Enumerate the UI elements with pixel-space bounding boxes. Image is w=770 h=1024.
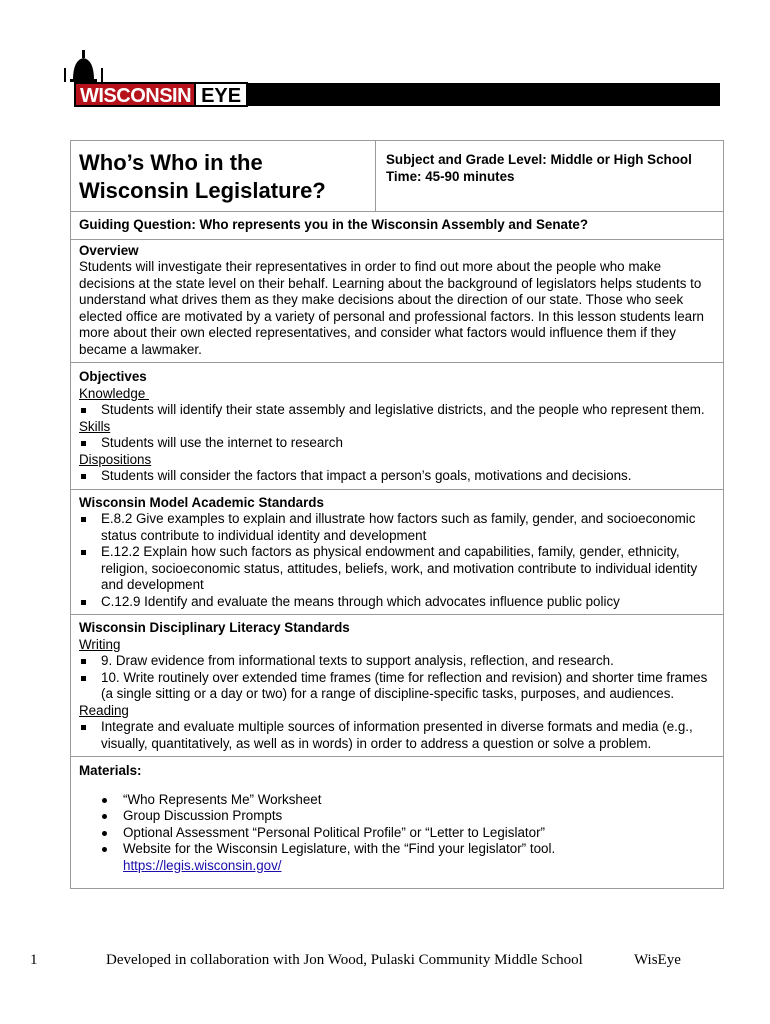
lesson-title: Who’s Who in the Wisconsin Legislature? bbox=[79, 150, 326, 203]
logo-eye-text: EYE bbox=[194, 82, 248, 107]
list-item-text: Website for the Wisconsin Legislature, with the “Find your legislator” tool. bbox=[123, 841, 556, 856]
list-item: Group Discussion Prompts bbox=[79, 808, 715, 825]
wisconsin-eye-logo bbox=[74, 82, 248, 107]
skills-list bbox=[79, 435, 715, 452]
list-item: Students will identify their state assembly and legislative districts, and the people who represent them. bbox=[79, 402, 715, 419]
skills-label: Skills bbox=[79, 418, 111, 434]
list-item: Students will use the internet to research bbox=[79, 435, 715, 452]
overview-section bbox=[71, 239, 723, 363]
standards-section bbox=[71, 489, 723, 615]
lesson-time: Time: 45-90 minutes bbox=[386, 169, 515, 184]
objectives-section bbox=[71, 362, 723, 489]
list-item: 10. Write routinely over extended time frames (time for reflection and revision) and shorter time frames (a single sitting or a day or two) for a range of discipline-specific tasks, purposes, and audiences. bbox=[79, 670, 715, 703]
list-item: Students will consider the factors that impact a person’s goals, motivations and decisions. bbox=[79, 468, 715, 485]
page-number: 1 bbox=[30, 952, 38, 968]
overview-heading: Overview bbox=[79, 242, 139, 258]
literacy-heading: Wisconsin Disciplinary Literacy Standards bbox=[79, 620, 350, 635]
list-item bbox=[79, 841, 715, 874]
dispositions-list bbox=[79, 468, 715, 485]
writing-label: Writing bbox=[79, 636, 121, 652]
legislature-website-link[interactable]: https://legis.wisconsin.gov/ bbox=[123, 857, 282, 873]
literacy-section bbox=[71, 614, 723, 756]
standards-list bbox=[79, 511, 715, 610]
header-logo-band bbox=[60, 50, 720, 108]
list-item: E.8.2 Give examples to explain and illustrate how factors such as family, gender, and socioeconomic status contribute to individual identity and development bbox=[79, 511, 715, 544]
list-item: 9. Draw evidence from informational texts to support analysis, reflection, and research. bbox=[79, 653, 715, 670]
list-item: E.12.2 Explain how such factors as physical endowment and capabilities, family, gender, ethnicity, religion, socioeconomic status, attitudes, beliefs, work, and motivation contribute to individual identity and development bbox=[79, 544, 715, 594]
title-cell bbox=[71, 141, 376, 211]
logo-wisconsin-text: WISCONSIN bbox=[74, 82, 194, 107]
reading-list bbox=[79, 719, 715, 752]
materials-section bbox=[71, 756, 723, 888]
list-item: “Who Represents Me” Worksheet bbox=[79, 792, 715, 809]
meta-cell bbox=[376, 141, 700, 211]
materials-heading: Materials: bbox=[79, 763, 142, 778]
subject-grade-level: Subject and Grade Level: Middle or High School bbox=[386, 152, 692, 167]
knowledge-label: Knowledge bbox=[79, 385, 149, 401]
guiding-question: Guiding Question: Who represents you in the Wisconsin Assembly and Senate? bbox=[71, 211, 723, 239]
materials-list bbox=[79, 792, 715, 875]
lesson-plan-table bbox=[70, 140, 724, 889]
list-item: Integrate and evaluate multiple sources of information presented in diverse formats and media (e.g., visually, quantitatively, as well as in words) in order to address a question or solve a problem. bbox=[79, 719, 715, 752]
reading-label: Reading bbox=[79, 702, 129, 718]
footer-brand: WisEye bbox=[634, 952, 681, 968]
list-item: C.12.9 Identify and evaluate the means through which advocates influence public policy bbox=[79, 594, 715, 611]
knowledge-list bbox=[79, 402, 715, 419]
header-bar bbox=[220, 83, 720, 106]
overview-text: Students will investigate their representatives in order to find out more about the people who make decisions at the state level on their behalf. Learning about the background of legislators helps students to understand what drives them as they make decisions about the direction of our state. Those who seek elected office are motivated by a variety of personal and professional factors. In this lesson students learn more about their own elected representatives, and consider what factors would influence them if they became a lawmaker. bbox=[79, 259, 704, 357]
footer-credit: Developed in collaboration with Jon Wood, Pulaski Community Middle School bbox=[106, 952, 583, 968]
objectives-heading: Objectives bbox=[79, 369, 147, 384]
standards-heading: Wisconsin Model Academic Standards bbox=[79, 494, 324, 510]
list-item: Optional Assessment “Personal Political Profile” or “Letter to Legislator” bbox=[79, 825, 715, 842]
title-row bbox=[71, 141, 723, 211]
dispositions-label: Dispositions bbox=[79, 451, 152, 467]
writing-list bbox=[79, 653, 715, 703]
